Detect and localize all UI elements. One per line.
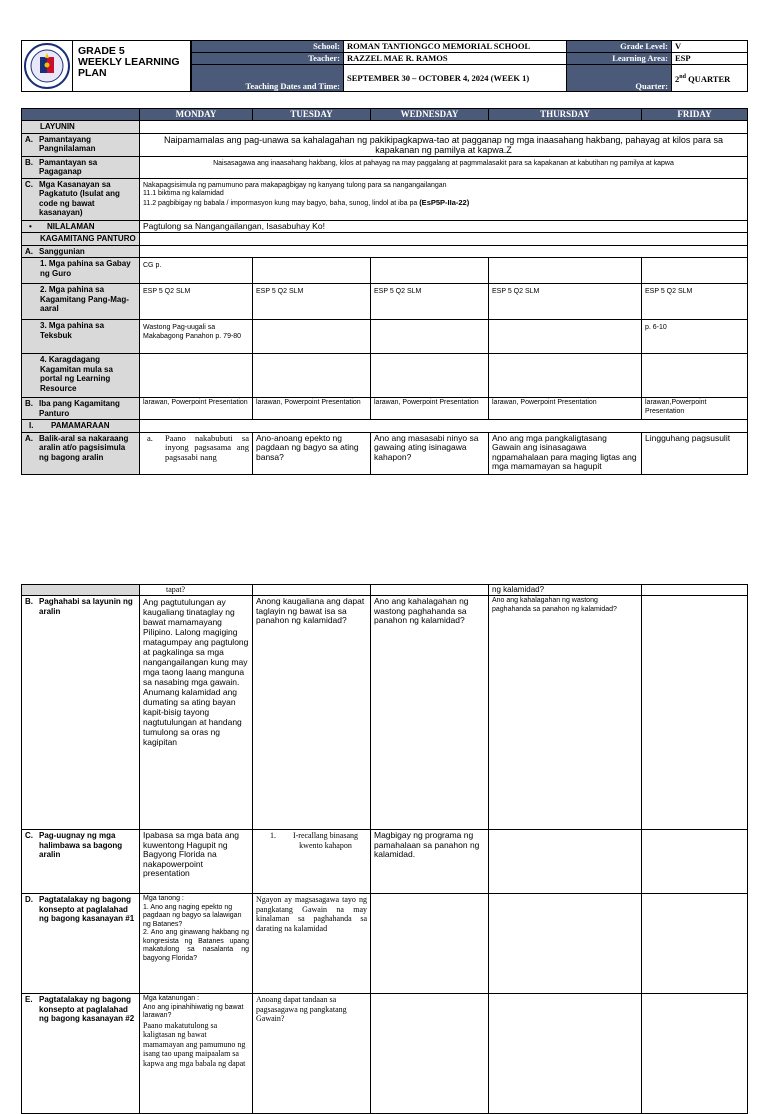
iba-pang-fri: larawan,Powerpoint Presentation [642, 398, 748, 420]
pag-uugnay-fri [642, 830, 748, 894]
sanggunian-label: A. Sanggunian [22, 245, 140, 258]
kagamitang-label: KAGAMITANG PANTURO [22, 233, 140, 246]
pagtatalakay-1-thu [489, 894, 642, 994]
seal-icon [22, 41, 72, 91]
dates-label: Teaching Dates and Time: [192, 65, 344, 92]
row-pamantayan-pagaganap [22, 156, 748, 178]
continuation-tue [253, 585, 371, 596]
e-mon-head: Mga katanungan : [143, 995, 200, 1002]
balik-aral-label: A. Balik-aral sa nakaraang aralin at/o pagsisimula ng bagong aralin [22, 432, 140, 474]
karagdagang-wed [371, 354, 489, 398]
balik-aral-wed: Ano ang masasabi ninyo sa gawaing ating isinagawa kahapon? [371, 432, 489, 474]
quarter-value: 2nd QUARTER [672, 65, 748, 92]
balik-aral-mon: a. Paano nakabubuti sa inyong pagsasama ang pagsasabi nang [140, 432, 253, 474]
pagtatalakay-1-tue: Ngayon ay magsasagawa tayo ng pangkatang Gawain na may kinalaman sa paghahanda sa darating na kalamidad [253, 894, 371, 994]
gabay-guro-fri [642, 258, 748, 284]
learning-area-label: Learning Area: [567, 53, 672, 65]
row-teksbuk [22, 320, 748, 354]
row-kagamitang-mag-aaral [22, 284, 748, 320]
weekly-plan-table-1 [21, 108, 748, 475]
day-thursday: THURSDAY [489, 109, 642, 121]
iba-pang-thu: larawan, Powerpoint Presentation [489, 398, 642, 420]
sanggunian-blank [140, 245, 748, 258]
grade-level-value: V [672, 41, 748, 53]
day-tuesday: TUESDAY [253, 109, 371, 121]
quarter-label: Quarter: [567, 65, 672, 92]
balik-aral-tue: Ano-anoang epekto ng pagdaan ng bagyo sa ating bansa? [253, 432, 371, 474]
row-balik-aral [22, 432, 748, 474]
pagtatalakay-2-fri [642, 994, 748, 1114]
continuation-label [22, 585, 140, 596]
row-paghahabi [22, 596, 748, 830]
pagtatalakay-2-tue: Anoang dapat tandaan sa pagsasagawa ng pangkatang Gawain? [253, 994, 371, 1114]
kasanayan-code: (EsP5P-IIa-22) [419, 197, 470, 207]
kasanayan-line-1: Nakapagsisimula ng pamumuno para makapagbigay ng kanyang tulong para sa nangangailangan [143, 181, 447, 189]
row-kagamitang-panturo [22, 233, 748, 246]
balik-aral-thu: Ano ang mga pangkaligtasang Gawain ang isinasagawa ngpamahalaan para maging ligtas ang mga mamamayan sa hagupit [489, 432, 642, 474]
nilalaman-value: Pagtulong sa Nangangailangan, Isasabuhay Ko! [140, 220, 748, 233]
pamantayang-value: Naipamamalas ang pag-unawa sa kahalagahan ng pakikipagkapwa-tao at pagganap ng mga inaasahang hakbang, pahayag at kilos para sa kapakanan ng pamilya at kapwa.Z [140, 133, 748, 156]
paghahabi-mon: Ang pagtutulungan ay kaugaliang tinataglay ng bawat mamamayang Pilipino. Lalong magiging matagumpay ang pagtulong at pagkalinga sa mga nangangailangan kung may mga taong laang manguna sa nasabing mga gawain. Anumang kalamidad ang dumating sa ating bayan kapit-bisig tayong nagtutulungan at handang tumulong sa oras ng kagipitan [140, 596, 253, 830]
teksbuk-wed [371, 320, 489, 354]
continuation-thu: ng kalamidad? [489, 585, 642, 596]
iba-pang-wed: larawan, Powerpoint Presentation [371, 398, 489, 420]
continuation-wed [371, 585, 489, 596]
iba-pang-mon: larawan, Powerpoint Presentation [140, 398, 253, 420]
row-pamamaraan [22, 420, 748, 433]
pagtatalakay-1-label: D. Pagtatalakay ng bagong konsepto at paglalahad ng bagong kasanayan #1 [22, 894, 140, 994]
paghahabi-thu: Ano ang kahalagahan ng wastong paghahanda sa panahon ng kalamidad? [489, 596, 642, 830]
day-header-row [22, 109, 748, 121]
teksbuk-tue [253, 320, 371, 354]
pagtatalakay-2-thu [489, 994, 642, 1114]
pagtatalakay-1-mon [140, 894, 253, 994]
mag-aaral-fri: ESP 5 Q2 SLM [642, 284, 748, 320]
karagdagang-label: 4. Karagdagang Kagamitan mula sa portal ng Learning Resource [22, 354, 140, 398]
paghahabi-tue: Anong kaugaliana ang dapat taglayin ng bawat isa sa panahon ng kalamidad? [253, 596, 371, 830]
title-line-2: WEEKLY LEARNING [78, 56, 180, 68]
row-kasanayan [22, 178, 748, 220]
row-layunin [22, 121, 748, 134]
karagdagang-thu [489, 354, 642, 398]
school-label: School: [192, 41, 344, 53]
nilalaman-label: • NILALAMAN [22, 220, 140, 233]
row-karagdagang-kagamitan [22, 354, 748, 398]
title-line-1: GRADE 5 [78, 45, 125, 57]
kasanayan-line-2: 11.1 biktima ng kalamidad [143, 190, 224, 197]
paghahabi-fri [642, 596, 748, 830]
row-pamantayang-pangnilalaman [22, 133, 748, 156]
pamantayang-label: A. Pamantayang Pangnilalaman [22, 133, 140, 156]
row-nilalaman [22, 220, 748, 233]
day-header-blank [22, 109, 140, 121]
mag-aaral-tue: ESP 5 Q2 SLM [253, 284, 371, 320]
row-pag-uugnay [22, 830, 748, 894]
d-mon-q1: 1. Ano ang naging epekto ng pagdaan ng bagyo sa lalawigan ng Batanes? [143, 903, 242, 928]
pagtatalakay-2-wed [371, 994, 489, 1114]
kasanayan-value [140, 178, 748, 220]
mag-aaral-wed: ESP 5 Q2 SLM [371, 284, 489, 320]
gabay-guro-tue [253, 258, 371, 284]
row-pagtatalakay-2 [22, 994, 748, 1114]
pagaganap-label: B. Pamantayan sa Pagaganap [22, 156, 140, 178]
gabay-guro-thu [489, 258, 642, 284]
e-mon-rest: Paano makatutulong sa kaligtasan ng bawat mamamayan ang pamumuno ng isang tao upang maipaalam sa kapwa ang mga babala ng dapat [143, 1020, 246, 1068]
page-title [73, 40, 191, 92]
day-monday: MONDAY [140, 109, 253, 121]
day-wednesday: WEDNESDAY [371, 109, 489, 121]
kasanayan-line-3: 11.2 pagbibigay ng babala / impormasyon kung may bagyo, baha, sunog, lindol at iba pa (EsP5P-IIa-22) [143, 197, 470, 207]
row-continuation [22, 585, 748, 596]
row-sanggunian [22, 245, 748, 258]
teksbuk-mon: Wastong Pag-uugali sa Makabagong Panahon p. 79-80 [140, 320, 253, 354]
iba-pang-tue: larawan, Powerpoint Presentation [253, 398, 371, 420]
pagtatalakay-2-mon [140, 994, 253, 1114]
row-gabay-guro [22, 258, 748, 284]
row-pagtatalakay-1 [22, 894, 748, 994]
pagtatalakay-1-fri [642, 894, 748, 994]
deped-seal-logo [21, 40, 73, 92]
header-info-table [191, 40, 748, 92]
teacher-label: Teacher: [192, 53, 344, 65]
school-value: ROMAN TANTIONGCO MEMORIAL SCHOOL [344, 41, 567, 53]
pag-uugnay-thu [489, 830, 642, 894]
teksbuk-fri: p. 6-10 [642, 320, 748, 354]
karagdagang-fri [642, 354, 748, 398]
header-section [21, 40, 747, 92]
pagaganap-value: Naisasagawa ang inaasahang hakbang, kilos at pahayag na may paggalang at pagmmalasakit para sa kapakanan at kabutihan ng pamilya at kapwa [140, 156, 748, 178]
title-line-3: PLAN [78, 67, 107, 79]
teksbuk-label: 3. Mga pahina sa Teksbuk [22, 320, 140, 354]
paghahabi-wed: Ano ang kahalagahan ng wastong paghahanda sa panahon ng kalamidad? [371, 596, 489, 830]
continuation-mon: tapat? [140, 585, 253, 596]
gabay-guro-mon: CG p. [140, 258, 253, 284]
dates-value: SEPTEMBER 30 – OCTOBER 4, 2024 (WEEK 1) [344, 65, 567, 92]
kagamitang-blank [140, 233, 748, 246]
learning-area-value: ESP [672, 53, 748, 65]
e-mon-q: Ano ang ipinahihiwatig ng bawat larawan? [143, 1003, 244, 1019]
pagtatalakay-2-label: E. Pagtatalakay ng bagong konsepto at paglalahad ng bagong kasanayan #2 [22, 994, 140, 1114]
karagdagang-mon [140, 354, 253, 398]
iba-pang-label: B. Iba pang Kagamitang Panturo [22, 398, 140, 420]
paghahabi-label: B. Paghahabi sa layunin ng aralin [22, 596, 140, 830]
karagdagang-tue [253, 354, 371, 398]
balik-aral-fri: Lingguhang pagsusulit [642, 432, 748, 474]
weekly-plan-table-2 [21, 584, 748, 1114]
gabay-guro-wed [371, 258, 489, 284]
pag-uugnay-mon: Ipabasa sa mga bata ang kuwentong Hagupit ng Bagyong Florida na nakapowerpoint presentation [140, 830, 253, 894]
pag-uugnay-wed: Magbigay ng programa ng pamahalaan sa panahon ng kalamidad. [371, 830, 489, 894]
day-friday: FRIDAY [642, 109, 748, 121]
pamamaraan-blank [140, 420, 748, 433]
layunin-blank [140, 121, 748, 134]
mag-aaral-label: 2. Mga pahina sa Kagamitang Pang-Mag-aaral [22, 284, 140, 320]
continuation-fri [642, 585, 748, 596]
pamamaraan-label: I. PAMAMARAAN [22, 420, 140, 433]
d-mon-head: Mga tanong : [143, 895, 184, 902]
mag-aaral-mon: ESP 5 Q2 SLM [140, 284, 253, 320]
row-iba-pang-kagamitan [22, 398, 748, 420]
layunin-label: LAYUNIN [22, 121, 140, 134]
pag-uugnay-tue: 1. I-recallang binasang kwento kahapon [253, 830, 371, 894]
d-mon-q2: 2. Ano ang ginawang hakbang ng kongresista ng Batanes upang makatulong sa nasalanta ng bagyong Florida? [143, 929, 249, 962]
teksbuk-thu [489, 320, 642, 354]
mag-aaral-thu: ESP 5 Q2 SLM [489, 284, 642, 320]
pagtatalakay-1-wed [371, 894, 489, 994]
teacher-value: RAZZEL MAE R. RAMOS [344, 53, 567, 65]
kasanayan-label: C. Mga Kasanayan sa Pagkatuto (Isulat ang code ng bawat kasanayan) [22, 178, 140, 220]
grade-level-label: Grade Level: [567, 41, 672, 53]
gabay-guro-label: 1. Mga pahina sa Gabay ng Guro [22, 258, 140, 284]
pag-uugnay-label: C. Pag-uugnay ng mga halimbawa sa bagong aralin [22, 830, 140, 894]
